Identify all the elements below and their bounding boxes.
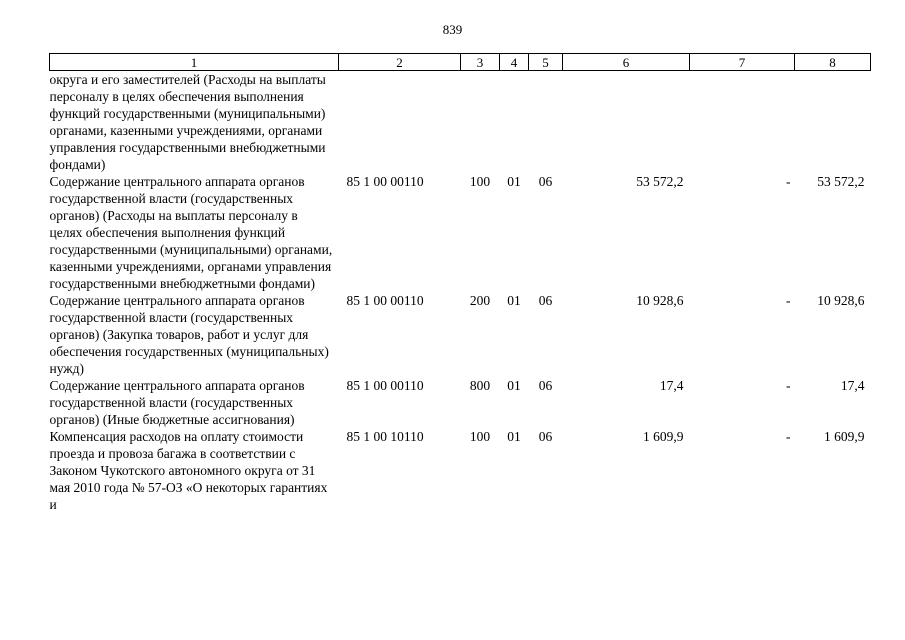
row-code: 85 1 00 00110: [346, 174, 424, 189]
row-name: Содержание центрального аппарата органов государственной власти (государственных органов) (Расходы на выплаты персоналу в целях обеспечения выполнения функций государственными (муниципальными) органами, казенными учреждениями, органами управления государственными внебюджетными фондами): [49, 174, 333, 291]
column-header-6: 6: [563, 54, 690, 71]
row-col7: -: [786, 293, 791, 308]
table-row: [50, 428, 871, 513]
column-header-1: 1: [50, 54, 339, 71]
row-col8: [795, 71, 871, 174]
row-col4: 01: [507, 174, 521, 189]
row-col5: 06: [538, 293, 553, 308]
row-name: Компенсация расходов на оплату стоимости проезда и провоза багажа в соответствии с Законом Чукотского автономного округа от 31 мая 2010 года № 57-ОЗ «О некоторых гарантиях и: [49, 429, 328, 512]
table-row: [50, 173, 871, 292]
row-col4: 01: [507, 378, 521, 393]
row-col3: [461, 71, 500, 174]
row-col6: 17,4: [659, 378, 684, 393]
row-col3: 800: [469, 378, 491, 393]
row-code: [339, 71, 461, 174]
row-name: округа и его заместителей (Расходы на выплаты персоналу в целях обеспечения выполнения функций государственными (муниципальными) органами, казенными учреждениями, органами управления государственными внебюджетными фондами): [49, 72, 326, 172]
row-col8: 1 609,9: [824, 429, 865, 444]
row-col7: [690, 71, 795, 174]
row-col5: [529, 71, 563, 174]
row-code: 85 1 00 00110: [346, 293, 424, 308]
row-col3: 200: [469, 293, 491, 308]
row-col7: -: [786, 174, 791, 189]
row-col7: -: [786, 429, 791, 444]
column-header-3: 3: [461, 54, 500, 71]
row-col3: 100: [469, 174, 491, 189]
row-name: Содержание центрального аппарата органов государственной власти (государственных органов) (Иные бюджетные ассигнования): [49, 378, 305, 427]
row-col4: 01: [507, 293, 521, 308]
column-header-5: 5: [529, 54, 563, 71]
column-header-7: 7: [690, 54, 795, 71]
column-header-2: 2: [339, 54, 461, 71]
header-row: [50, 54, 871, 71]
row-col8: 10 928,6: [817, 293, 865, 308]
row-col8: 53 572,2: [817, 174, 865, 189]
page-number: 839: [442, 22, 463, 37]
row-col4: 01: [507, 429, 521, 444]
row-code: 85 1 00 10110: [346, 429, 424, 444]
table-row: [50, 377, 871, 428]
row-col6: 53 572,2: [636, 174, 684, 189]
table-row: [50, 71, 871, 174]
row-col7: -: [786, 378, 791, 393]
row-col8: 17,4: [840, 378, 865, 393]
column-header-4: 4: [500, 54, 529, 71]
table-row: [50, 292, 871, 377]
row-name: Содержание центрального аппарата органов государственной власти (государственных органов) (Закупка товаров, работ и услуг для обеспечения государственных (муниципальных) нужд): [49, 293, 329, 376]
row-col6: 1 609,9: [643, 429, 684, 444]
row-col5: 06: [538, 174, 553, 189]
row-col5: 06: [538, 429, 553, 444]
column-header-8: 8: [795, 54, 871, 71]
row-col5: 06: [538, 378, 553, 393]
budget-table: [49, 53, 871, 513]
row-col6: [563, 71, 690, 174]
row-col6: 10 928,6: [636, 293, 684, 308]
row-code: 85 1 00 00110: [346, 378, 424, 393]
row-col4: [500, 71, 529, 174]
row-col3: 100: [469, 429, 491, 444]
